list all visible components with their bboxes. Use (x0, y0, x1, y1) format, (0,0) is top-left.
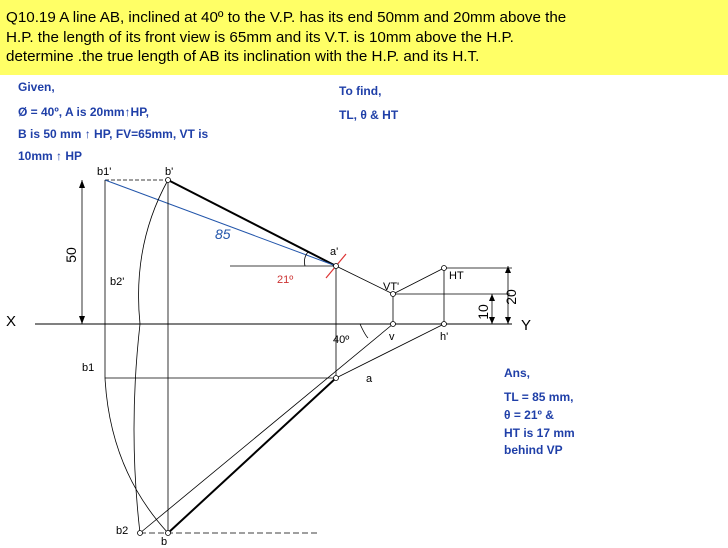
label-ht: HT (449, 270, 464, 282)
given-line-3: 10mm ↑ HP (18, 149, 83, 163)
point-b-prime (166, 178, 171, 183)
label-v: v (389, 331, 395, 343)
true-length-line (105, 180, 339, 266)
answer-line-4: behind VP (504, 443, 563, 457)
label-b2-prime: b2' (110, 276, 125, 288)
given-line-2: B is 50 mm ↑ HP, FV=65mm, VT is (18, 127, 209, 141)
top-view-line (168, 378, 336, 533)
answer-line-2: θ = 21º & (504, 408, 554, 422)
angle-arc-40 (360, 324, 368, 338)
label-true-length-85: 85 (215, 226, 231, 242)
problem-line-1: Q10.19 A line AB, inclined at 40º to the V.P. has its end 50mm and 20mm above the (6, 9, 567, 26)
to-find-title: To find, (339, 84, 382, 98)
b2-to-v-line (140, 324, 393, 533)
point-b (166, 531, 171, 536)
label-y: Y (521, 317, 532, 334)
label-a-prime: a' (330, 246, 339, 258)
answer-line-1: TL = 85 mm, (504, 390, 574, 404)
vt-ht-line (393, 268, 444, 294)
label-b: b (161, 536, 168, 548)
label-dim-20: 20 (502, 289, 519, 305)
label-x: X (6, 313, 17, 330)
label-vt-prime: VT' (383, 281, 400, 293)
problem-line-3: determine .the true length of AB its inclination with the H.P. and its H.T. (6, 48, 480, 65)
given-line-1: Ø = 40º, A is 20mm↑HP, (18, 105, 150, 119)
label-b2: b2 (116, 525, 129, 537)
label-angle-21: 21º (277, 274, 294, 286)
point-a (334, 376, 339, 381)
label-b1: b1 (82, 362, 95, 374)
given-title: Given, (18, 80, 55, 94)
point-h-prime (442, 322, 447, 327)
arc-b1 (105, 378, 168, 533)
answer-line-3: HT is 17 mm (504, 426, 575, 440)
label-b-prime: b' (165, 166, 174, 178)
answer-title: Ans, (504, 366, 531, 380)
to-find-line-1: TL, θ & HT (339, 108, 399, 122)
point-v (391, 322, 396, 327)
label-b1-prime: b1' (97, 166, 112, 178)
point-a-prime (334, 264, 339, 269)
label-a: a (366, 373, 373, 385)
arc-b2 (134, 324, 140, 533)
problem-line-2: H.P. the length of its front view is 65mm and its V.T. is 10mm above the H.P. (6, 28, 514, 46)
label-angle-40: 40º (333, 334, 350, 346)
label-dim-10: 10 (474, 304, 491, 320)
label-dim-50: 50 (62, 247, 79, 263)
label-h-prime: h' (440, 331, 449, 343)
point-b2 (138, 531, 143, 536)
front-view-line (168, 180, 339, 266)
point-ht (442, 266, 447, 271)
